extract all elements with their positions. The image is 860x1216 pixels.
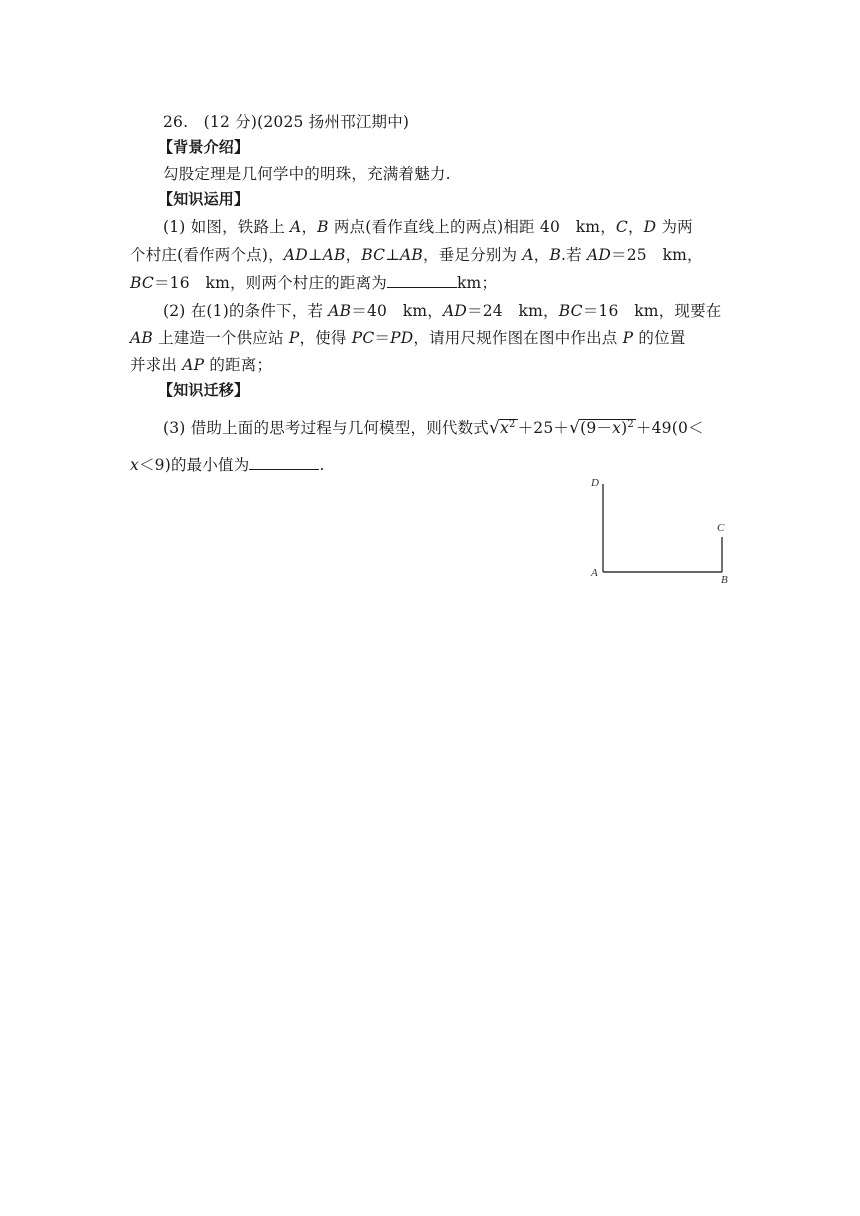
q1-line1: (1) 如图，铁路上 A，B 两点(看作直线上的两点)相距 40 km，C，D 为两	[163, 218, 693, 236]
q1-line3: BC＝16 km，则两个村庄的距离为 km；	[130, 274, 498, 292]
label-C: C	[717, 522, 725, 534]
background-heading: 【背景介绍】	[158, 138, 250, 156]
q2-line2: AB 上建造一个供应站 P，使得 PC＝PD，请用尺规作图在图中作出点 P 的位置	[130, 329, 686, 347]
label-A: A	[591, 567, 598, 579]
sqrt-expression-1: $x^2$	[500, 418, 516, 437]
sqrt-expression-2: $(9-x)^2$	[580, 418, 634, 437]
background-text: 勾股定理是几何学中的明珠，充满着魅力.	[163, 165, 451, 183]
problem-number: 26.	[163, 113, 189, 131]
label-B: B	[721, 574, 728, 586]
q3-line2: x＜9)的最小值为 .	[130, 456, 325, 474]
label-D: D	[591, 477, 599, 489]
problem-header	[163, 110, 860, 132]
radical-sign-icon: √	[489, 418, 501, 438]
q2-line3: 并求出 AP 的距离；	[130, 356, 273, 374]
knowledge-heading: 【知识运用】	[158, 190, 250, 208]
q3-line1: (3) 借助上面的思考过程与几何模型，则代数式$√x^2 +25+√(9-x)^2 +49(0<$	[163, 418, 704, 438]
q2-line1: (2) 在(1)的条件下，若 AB＝40 km，AD＝24 km，BC＝16 km，现要在	[163, 302, 722, 320]
problem-meta: (12 分)(2025 扬州邗江期中)	[203, 113, 410, 131]
geometry-figure	[585, 472, 745, 587]
q1-answer-blank[interactable]	[387, 273, 457, 288]
radical-sign-icon: √	[569, 418, 581, 438]
transfer-heading: 【知识迁移】	[158, 381, 250, 399]
q1-line2: 个村庄(看作两个点)，AD⊥AB，BC⊥AB，垂足分别为 A，B.若 AD＝25 km，	[130, 246, 703, 264]
q3-answer-blank[interactable]	[249, 455, 319, 470]
